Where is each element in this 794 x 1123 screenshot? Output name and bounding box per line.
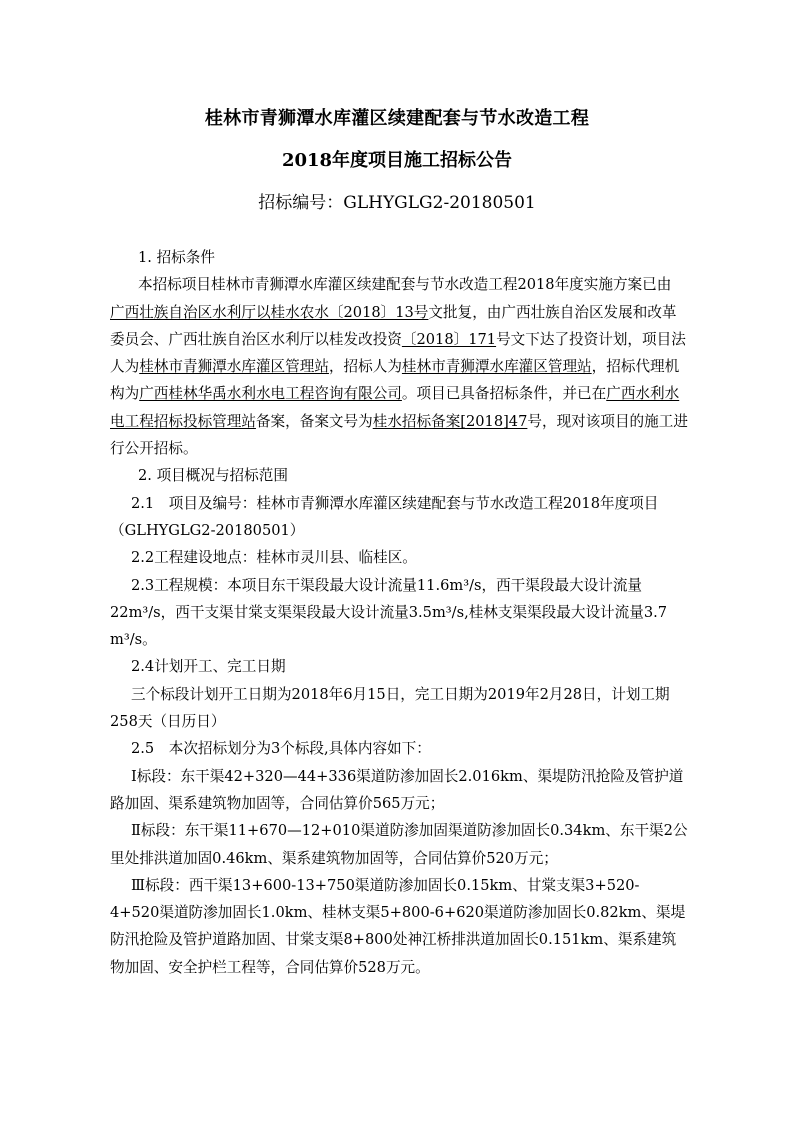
paragraph-2-1: 2.1 项目及编号：桂林市青狮潭水库灌区续建配套与节水改造工程2018年度项目（GLHYGLG2-20180501） [110, 494, 659, 539]
text-run: 文批复，由广西壮族自治区发展和改革委员会、广西壮族自治区水利厅以桂发改投资 [110, 303, 677, 348]
underlined-tenderer: 桂林市青狮潭水库灌区管理站 [401, 358, 592, 376]
paragraph-2-4: 2.4计划开工、完工日期 [131, 658, 286, 676]
text-run: ，招标代理机构为 [110, 358, 680, 403]
lot-3: Ⅲ标段：西干渠13+600-13+750渠道防渗加固长0.15km、甘棠支渠3+520-4+520渠道防渗加固长1.0km、桂林支渠5+800-6+620渠道防渗加固长0.82km、渠堤防汛抢险及管护道路加固、甘棠支渠8+800处神江桥排洪道加固长0.151km、渠系建筑物加固、安全护栏工程等，合同估算价528万元。 [110, 876, 686, 976]
paragraph-2-2: 2.2工程建设地点：桂林市灵川县、临桂区。 [131, 549, 417, 567]
lot-2: Ⅱ标段：东干渠11+670—12+010渠道防渗加固渠道防渗加固长0.34km、东干渠2公里处排洪道加固0.46km、渠系建筑物加固等，合同估算价520万元； [110, 822, 688, 867]
document-title-line2: 2018年度项目施工招标公告 [281, 150, 513, 171]
underlined-project-legal-person: 桂林市青狮潭水库灌区管理站 [139, 358, 329, 376]
section-heading-1: 1. 招标条件 [138, 249, 215, 266]
text-run: 号，现对该项目的施工进行公开招标。 [110, 412, 688, 458]
text-run: 号文下达了投资计划，项目法人为 [110, 330, 686, 376]
underlined-filing-office: 广西水利水电工程招标投标管理站 [110, 385, 680, 430]
section-heading-2: 2. 项目概况与招标范围 [138, 467, 288, 485]
lot-1: Ⅰ标段：东干渠42+320—44+336渠道防渗加固长2.016km、渠堤防汛抢险及管护道路加固、渠系建筑物加固等，合同估算价565万元； [110, 767, 684, 812]
text-run: 备案，备案文号为 [255, 412, 373, 430]
underlined-investment-doc: 〔2018〕171 [401, 330, 497, 348]
document-body [110, 244, 688, 981]
document-title-line1: 桂林市青狮潭水库灌区续建配套与节水改造工程 [204, 108, 590, 129]
text-run: 本招标项目桂林市青狮潭水库灌区续建配套与节水改造工程2018年度实施方案已由 [138, 276, 672, 294]
bid-number: 招标编号：GLHYGLG2-20180501 [258, 193, 536, 213]
paragraph-bid-conditions [110, 271, 688, 462]
underlined-filing-number: 桂水招标备案[2018]47 [372, 412, 528, 430]
underlined-agency: 广西桂林华禹水利水电工程咨询有限公司 [139, 385, 402, 403]
underlined-approval-doc: 广西壮族自治区水利厅以桂水农水〔2018〕13号 [110, 303, 429, 321]
text-run: 。项目已具备招标条件，并已在 [401, 385, 607, 403]
paragraph-2-3: 2.3工程规模：本项目东干渠段最大设计流量11.6m³/s，西干渠段最大设计流量22m³/s，西干支渠甘棠支渠渠段最大设计流量3.5m³/s,桂林支渠渠段最大设计流量3.7 m³/s。 [110, 576, 668, 649]
paragraph-2-4-dates: 三个标段计划开工日期为2018年6月15日，完工日期为2019年2月28日，计划工期258天（日历日） [110, 685, 670, 731]
text-run: ，招标人为 [328, 358, 402, 376]
paragraph-2-5: 2.5 本次招标划分为3个标段,具体内容如下： [131, 740, 431, 758]
